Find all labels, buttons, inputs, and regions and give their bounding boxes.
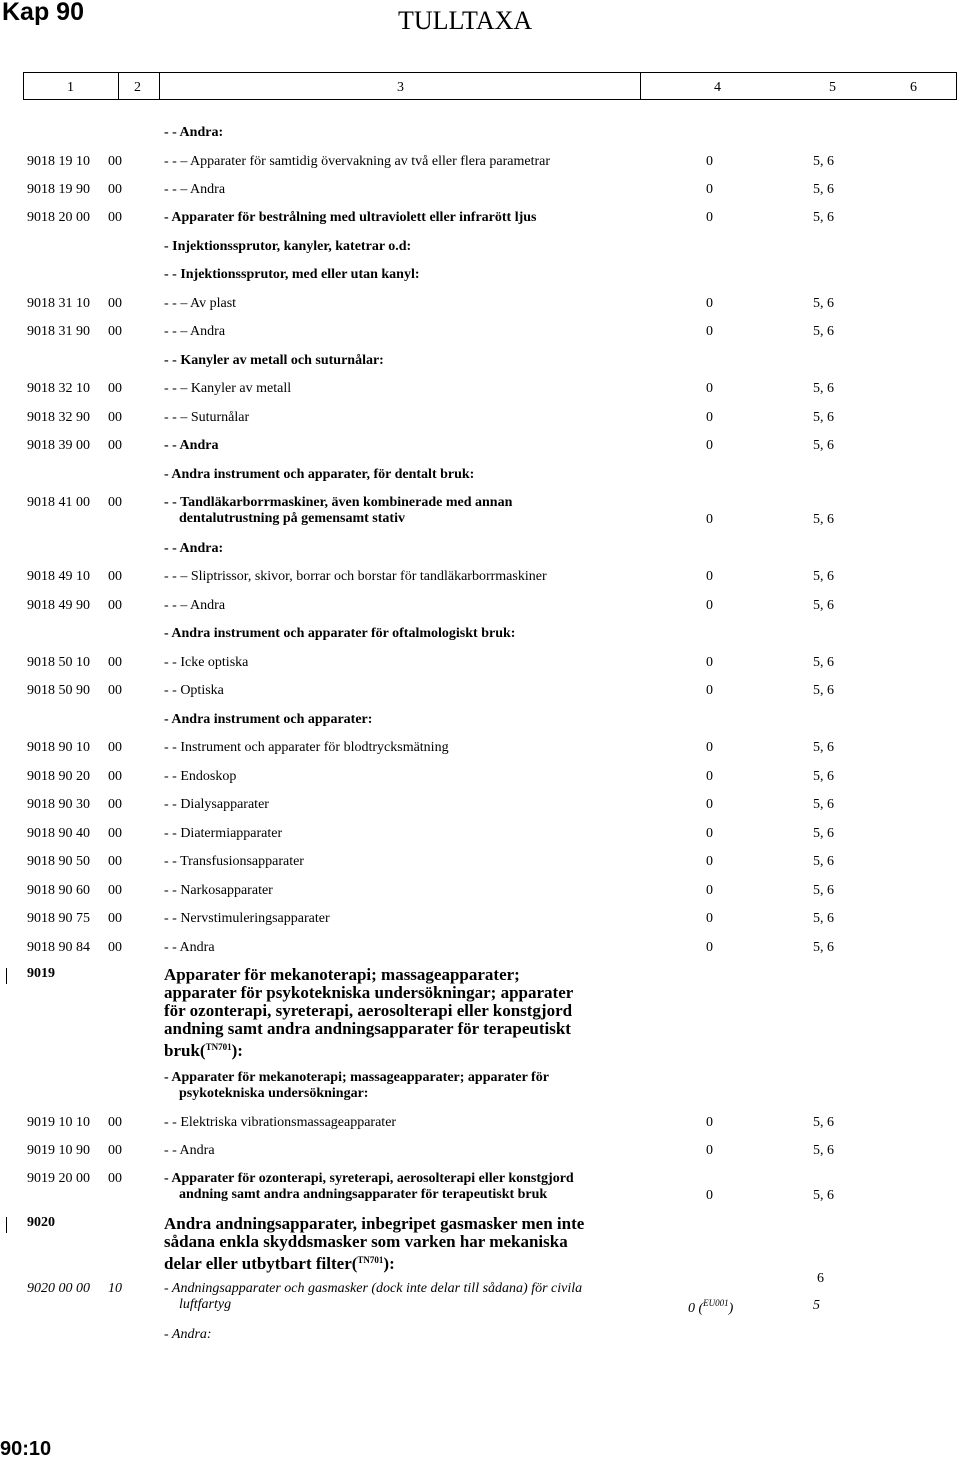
- description-text: - - Andra:: [164, 541, 224, 556]
- stat-suffix: 00: [108, 854, 122, 869]
- stat-suffix: 00: [108, 883, 122, 898]
- stat-suffix: 00: [108, 940, 122, 955]
- description: [164, 381, 291, 397]
- notes-column: 5, 6: [813, 324, 834, 339]
- tariff-code: 9019 20 00: [27, 1171, 90, 1186]
- tariff-code: 9019 10 90: [27, 1143, 90, 1158]
- stat-suffix: 00: [108, 495, 122, 510]
- tariff-code: 9020 00 00: [27, 1281, 90, 1296]
- tariff-code: 9018 32 10: [27, 381, 90, 396]
- description-text: - Apparater för bestrålning med ultraviolett eller infrarött ljus: [164, 210, 537, 225]
- stat-suffix: 00: [108, 296, 122, 311]
- tariff-code: 9018 32 90: [27, 410, 90, 425]
- duty-rate-value: 0: [706, 569, 713, 584]
- duty-rate: [706, 182, 713, 198]
- duty-rate-value: 0: [706, 769, 713, 784]
- description: [164, 324, 225, 340]
- description-text: - - Injektionssprutor, med eller utan kanyl:: [164, 267, 420, 282]
- tariff-code: 9018 50 10: [27, 655, 90, 670]
- notes-column: 5, 6: [813, 598, 834, 613]
- chapter-label: Kap 90: [2, 0, 84, 26]
- description: [164, 541, 223, 557]
- duty-rate: [706, 940, 713, 956]
- description-text: - - Optiska: [164, 683, 224, 698]
- heading-line: [164, 1251, 584, 1273]
- description-text: - - – Andra: [164, 182, 226, 197]
- description-text: - - – Sliptrissor, skivor, borrar och borstar för tandläkarborrmaskiner: [164, 569, 547, 584]
- footnote-ref: TN701: [205, 1042, 232, 1052]
- duty-rate: [706, 797, 713, 813]
- duty-rate-value: 0: [706, 512, 713, 527]
- description-line: - Apparater för mekanoterapi; massageapparater; apparater för: [164, 1070, 549, 1085]
- notes-column: 5, 6: [813, 1115, 834, 1130]
- description: [164, 826, 282, 842]
- column-header-3: 3: [397, 80, 404, 95]
- duty-rate-value: 0: [706, 438, 713, 453]
- description: [164, 940, 215, 956]
- description: [164, 125, 223, 141]
- notes-column: 5, 6: [813, 1188, 834, 1203]
- document-title: TULLTAXA: [398, 6, 533, 35]
- duty-rate-value: 0: [706, 410, 713, 425]
- duty-rate-value: 0: [706, 1188, 713, 1203]
- page-number: 90:10: [0, 1438, 52, 1460]
- stat-suffix: 00: [108, 324, 122, 339]
- heading-line: andning samt andra andningsapparater för terapeutiskt: [164, 1019, 571, 1038]
- duty-rate-value: 0: [706, 1115, 713, 1130]
- duty-rate-value: 0: [706, 826, 713, 841]
- description-text: - - Narkosapparater: [164, 883, 273, 898]
- footnote-ref: EU001: [703, 1298, 729, 1308]
- duty-rate-value: 0: [706, 154, 713, 169]
- description-text: - - Dialysapparater: [164, 797, 269, 812]
- stat-suffix: 00: [108, 598, 122, 613]
- description: [164, 655, 248, 671]
- notes-column: 5, 6: [813, 512, 834, 527]
- duty-rate: [706, 438, 713, 454]
- description-text: - - – Suturnålar: [164, 410, 250, 425]
- tariff-code: 9018 90 60: [27, 883, 90, 898]
- duty-rate-value: 0: [706, 210, 713, 225]
- description: [164, 854, 304, 870]
- duty-rate: [688, 1298, 733, 1317]
- heading-line: Apparater för mekanoterapi; massageapparater;: [164, 965, 520, 984]
- description: [164, 210, 537, 226]
- tariff-code: 9018 19 90: [27, 182, 90, 197]
- column-header-2: 2: [134, 80, 141, 95]
- description: [164, 296, 236, 312]
- description-line: [164, 1187, 574, 1203]
- description-text: dentalutrustning på gemensamt stativ: [179, 511, 405, 526]
- description-line: - - Tandläkarborrmaskiner, även kombinerade med annan: [164, 495, 513, 510]
- description-text: - - – Andra: [164, 324, 226, 339]
- duty-rate-value: 0: [706, 740, 713, 755]
- duty-rate: [706, 381, 713, 397]
- duty-rate: [706, 911, 713, 927]
- notes-column: 5, 6: [813, 940, 834, 955]
- description: [164, 740, 449, 756]
- heading-text: bruk(: [164, 1041, 206, 1060]
- description-text: - - Nervstimuleringsapparater: [164, 911, 330, 926]
- notes-column: 5, 6: [813, 296, 834, 311]
- stat-suffix: 00: [108, 769, 122, 784]
- duty-rate: [706, 740, 713, 756]
- description: [164, 154, 550, 170]
- description-text: - Andra instrument och apparater för oftalmologiskt bruk:: [164, 626, 516, 641]
- duty-rate: [706, 883, 713, 899]
- stat-suffix: 00: [108, 438, 122, 453]
- tariff-code: 9018 31 90: [27, 324, 90, 339]
- duty-rate-value: 0: [706, 655, 713, 670]
- description-text: - - Diatermiapparater: [164, 826, 283, 841]
- stat-suffix: 10: [108, 1281, 122, 1296]
- description-text: - - – Apparater för samtidig övervakning av två eller flera parametrar: [164, 154, 550, 169]
- description: [164, 598, 225, 614]
- notes-column: 5, 6: [813, 1143, 834, 1158]
- stat-suffix: 00: [108, 210, 122, 225]
- duty-rate-value: ): [728, 1301, 734, 1316]
- heading-line: apparater för psykotekniska undersökningar; apparater: [164, 983, 574, 1002]
- duty-rate-value: 0: [706, 797, 713, 812]
- tariff-code: 9018 49 10: [27, 569, 90, 584]
- heading-line: sådana enkla skyddsmasker som varken har mekaniska: [164, 1232, 568, 1251]
- description: [164, 438, 218, 454]
- heading-line: Andra andningsapparater, inbegripet gasmasker men inte: [164, 1214, 585, 1233]
- stat-suffix: 00: [108, 182, 122, 197]
- duty-rate-value: 0: [706, 1143, 713, 1158]
- duty-rate: [706, 598, 713, 614]
- stat-suffix: 00: [108, 911, 122, 926]
- tariff-code: 9018 90 84: [27, 940, 90, 955]
- stat-suffix: 00: [108, 154, 122, 169]
- description: [164, 1281, 582, 1313]
- tariff-code: 9018 90 20: [27, 769, 90, 784]
- description: [164, 1070, 549, 1102]
- tariff-code: 9019 10 10: [27, 1115, 90, 1130]
- description: [164, 1327, 212, 1343]
- description-line: [164, 1086, 549, 1102]
- description: [164, 1143, 215, 1159]
- stat-suffix: 00: [108, 569, 122, 584]
- duty-rate: [706, 1115, 713, 1131]
- duty-rate-value: 0: [706, 911, 713, 926]
- heading-text: ):: [383, 1254, 395, 1273]
- tariff-code: 9018 50 90: [27, 683, 90, 698]
- tariff-code: 9018 41 00: [27, 495, 90, 510]
- tariff-code: 9018 90 75: [27, 911, 90, 926]
- description-line: [164, 511, 512, 527]
- description-text: - - Endoskop: [164, 769, 237, 784]
- description-text: - Andra:: [164, 1327, 212, 1342]
- description: [164, 883, 273, 899]
- notes-column: 5, 6: [813, 883, 834, 898]
- duty-rate: [706, 655, 713, 671]
- duty-rate-value: 0: [706, 854, 713, 869]
- stat-suffix: 00: [108, 1143, 122, 1158]
- notes-column: 5, 6: [813, 438, 834, 453]
- column-header-5: 5: [829, 80, 836, 95]
- description: [164, 353, 384, 369]
- duty-rate: [706, 410, 713, 426]
- description-line: [164, 1297, 582, 1313]
- tariff-code: 9018 90 30: [27, 797, 90, 812]
- column-header-6: 6: [910, 80, 917, 95]
- description: [164, 769, 236, 785]
- tariff-code: 9018 90 40: [27, 826, 90, 841]
- stat-suffix: 00: [108, 683, 122, 698]
- description: [164, 267, 420, 283]
- notes-column: 5, 6: [813, 381, 834, 396]
- description-text: luftfartyg: [179, 1297, 232, 1312]
- duty-rate-value: 0: [706, 296, 713, 311]
- stat-suffix: 00: [108, 797, 122, 812]
- description: [164, 712, 372, 728]
- tariff-code: 9018 31 10: [27, 296, 90, 311]
- duty-rate-value: 0: [706, 940, 713, 955]
- stat-suffix: 00: [108, 381, 122, 396]
- notes-column: 5, 6: [813, 569, 834, 584]
- duty-rate: [706, 1188, 713, 1204]
- duty-rate: [706, 296, 713, 312]
- notes-column: 5, 6: [813, 826, 834, 841]
- description: [164, 1171, 574, 1203]
- column-header-4: 4: [714, 80, 721, 95]
- description-text: - - Andra: [164, 1143, 215, 1158]
- description-line: - Andningsapparater och gasmasker (dock inte delar till sådana) för civila: [164, 1281, 583, 1296]
- description: [164, 495, 512, 527]
- duty-rate: [706, 512, 713, 528]
- notes-column: 5, 6: [813, 655, 834, 670]
- notes-column: 5, 6: [813, 683, 834, 698]
- description-text: - Andra instrument och apparater, för dentalt bruk:: [164, 467, 475, 482]
- duty-rate-value: 0: [706, 883, 713, 898]
- description: [164, 911, 330, 927]
- description-text: - - – Kanyler av metall: [164, 381, 292, 396]
- description-text: andning samt andra andningsapparater för terapeutiskt bruk: [179, 1187, 548, 1202]
- description-text: - Injektionssprutor, kanyler, katetrar o.d:: [164, 239, 412, 254]
- description: [164, 467, 474, 483]
- tariff-code: 9019: [27, 966, 55, 981]
- notes-column: 5, 6: [813, 911, 834, 926]
- stat-suffix: 00: [108, 655, 122, 670]
- tariff-code: 9020: [27, 1215, 55, 1230]
- description: [164, 1215, 584, 1273]
- description: [164, 182, 225, 198]
- description-line: - Apparater för ozonterapi, syreterapi, aerosolterapi eller konstgjord: [164, 1171, 574, 1186]
- notes-column: 5, 6: [813, 769, 834, 784]
- duty-rate: [706, 683, 713, 699]
- stat-suffix: 00: [108, 410, 122, 425]
- description: [164, 683, 224, 699]
- description-text: - Andra instrument och apparater:: [164, 712, 373, 727]
- tariff-code: 9018 90 50: [27, 854, 90, 869]
- description: [164, 239, 411, 255]
- duty-rate: [706, 826, 713, 842]
- description: [164, 966, 573, 1060]
- tariff-code: 9018 19 10: [27, 154, 90, 169]
- notes-column: 6: [817, 1271, 824, 1286]
- duty-rate-value: 0: [706, 598, 713, 613]
- duty-rate-value: 0: [706, 381, 713, 396]
- notes-column: 5, 6: [813, 154, 834, 169]
- column-header-1: 1: [67, 80, 74, 95]
- tariff-code: 9018 90 10: [27, 740, 90, 755]
- duty-rate: [706, 324, 713, 340]
- tariff-code: 9018 20 00: [27, 210, 90, 225]
- heading-line: för ozonterapi, syreterapi, aerosolterapi eller konstgjord: [164, 1001, 573, 1020]
- duty-rate-value: 0: [706, 683, 713, 698]
- heading-text: ):: [231, 1041, 243, 1060]
- duty-rate: [706, 210, 713, 226]
- description: [164, 569, 547, 585]
- description: [164, 797, 269, 813]
- heading-text: delar eller utbytbart filter(: [164, 1254, 358, 1273]
- description-text: - - Icke optiska: [164, 655, 249, 670]
- change-bar: [6, 1217, 7, 1233]
- stat-suffix: 00: [108, 740, 122, 755]
- description: [164, 410, 249, 426]
- notes-column: 5, 6: [813, 797, 834, 812]
- heading-line: [164, 1038, 573, 1060]
- description-text: - - Transfusionsapparater: [164, 854, 304, 869]
- duty-rate: [706, 769, 713, 785]
- notes-column: 5, 6: [813, 182, 834, 197]
- change-bar: [6, 968, 7, 984]
- duty-rate: [706, 569, 713, 585]
- description-text: - - – Av plast: [164, 296, 237, 311]
- notes-column: 5, 6: [813, 410, 834, 425]
- description-text: - - Andra:: [164, 125, 224, 140]
- stat-suffix: 00: [108, 1171, 122, 1186]
- tariff-code: 9018 39 00: [27, 438, 90, 453]
- stat-suffix: 00: [108, 1115, 122, 1130]
- duty-rate-value: 0: [706, 324, 713, 339]
- description-text: - - Elektriska vibrationsmassageapparater: [164, 1115, 397, 1130]
- duty-rate: [706, 1143, 713, 1159]
- notes-column: 5, 6: [813, 740, 834, 755]
- footnote-ref: TN701: [357, 1255, 384, 1265]
- description-text: psykotekniska undersökningar:: [179, 1086, 369, 1101]
- tariff-code: 9018 49 90: [27, 598, 90, 613]
- duty-rate-value: 0: [706, 182, 713, 197]
- duty-rate-value: 0 (: [688, 1301, 704, 1316]
- duty-rate: [706, 154, 713, 170]
- description-text: - - Andra: [164, 438, 219, 453]
- description-text: - - Andra: [164, 940, 215, 955]
- notes-column: 5, 6: [813, 854, 834, 869]
- notes-column: 5, 6: [813, 210, 834, 225]
- description-text: - - – Andra: [164, 598, 226, 613]
- duty-rate: [706, 854, 713, 870]
- notes-column: 5: [813, 1298, 820, 1313]
- description-text: - - Kanyler av metall och suturnålar:: [164, 353, 384, 368]
- description: [164, 1115, 396, 1131]
- description: [164, 626, 515, 642]
- description-text: - - Instrument och apparater för blodtrycksmätning: [164, 740, 449, 755]
- stat-suffix: 00: [108, 826, 122, 841]
